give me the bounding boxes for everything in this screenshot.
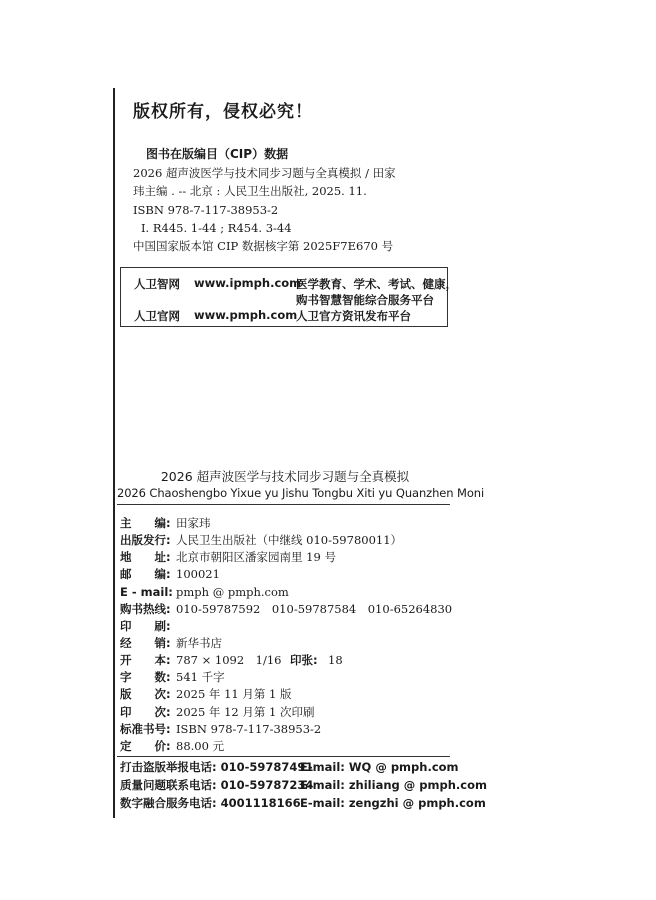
contact-row bbox=[120, 794, 486, 812]
info-value: 787 × 1092 1/16 bbox=[176, 653, 282, 668]
info-label: 印 次: bbox=[120, 704, 171, 719]
info-value: 88.00 元 bbox=[176, 738, 225, 753]
contact-email[interactable]: E-mail: zhiliang @ pmph.com bbox=[300, 778, 487, 792]
website-description: 人卫官方资讯发布平台 bbox=[296, 309, 411, 323]
info-label: 字 数: bbox=[120, 670, 171, 685]
cip-line: ISBN 978-7-117-38953-2 bbox=[133, 202, 279, 217]
info-label: 出版发行: bbox=[120, 533, 171, 548]
cip-line: Ⅰ. R445. 1-44 ; R454. 3-44 bbox=[141, 220, 292, 235]
info-label: 地 址: bbox=[120, 550, 171, 565]
info-value: 2025 年 11 月第 1 版 bbox=[176, 687, 292, 702]
info-label: 经 销: bbox=[120, 635, 171, 650]
cip-title: 图书在版编目（CIP）数据 bbox=[146, 147, 289, 161]
sheets-label: 印张: bbox=[290, 653, 318, 668]
cip-line: 2026 超声波医学与技术同步习题与全真模拟 / 田家 bbox=[133, 166, 396, 180]
divider-top bbox=[117, 504, 450, 505]
info-value: 新华书店 bbox=[176, 635, 222, 650]
copyright-notice: 版权所有，侵权必究！ bbox=[133, 102, 313, 122]
book-title: 2026 超声波医学与技术同步习题与全真模拟 bbox=[160, 469, 410, 484]
info-label: E - mail: bbox=[120, 584, 173, 599]
info-label: 主 编: bbox=[120, 516, 171, 530]
sheets-value: 18 bbox=[328, 653, 343, 668]
info-value: 田家玮 bbox=[176, 516, 211, 530]
website-name: 人卫智网 bbox=[134, 277, 180, 291]
left-vertical-rule bbox=[113, 88, 115, 818]
info-label: 版 次: bbox=[120, 687, 171, 702]
contact-row bbox=[120, 776, 487, 794]
info-value: pmph @ pmph.com bbox=[176, 584, 289, 599]
contact-phone: 质量问题联系电话: 010-59787234 bbox=[120, 778, 314, 792]
websites-box bbox=[120, 267, 457, 327]
divider-bottom bbox=[117, 756, 450, 757]
info-label: 印 刷: bbox=[120, 618, 171, 633]
contact-email[interactable]: E-mail: WQ @ pmph.com bbox=[300, 760, 459, 774]
info-value: ISBN 978-7-117-38953-2 bbox=[176, 721, 322, 736]
cip-line: 玮主编 . -- 北京 : 人民卫生出版社, 2025. 11. bbox=[133, 184, 367, 199]
website-name: 人卫官网 bbox=[134, 309, 180, 323]
contact-row bbox=[120, 758, 459, 776]
info-value: 北京市朝阳区潘家园南里 19 号 bbox=[176, 550, 336, 565]
website-url[interactable]: www.pmph.com bbox=[194, 308, 298, 322]
cip-body bbox=[133, 164, 396, 255]
website-description: 医学教育、学术、考试、健康， bbox=[296, 277, 457, 291]
info-value: 2025 年 12 月第 1 次印刷 bbox=[176, 704, 315, 719]
cip-line: 中国国家版本馆 CIP 数据核字第 2025F7E670 号 bbox=[133, 239, 394, 254]
contact-email[interactable]: E-mail: zengzhi @ pmph.com bbox=[300, 796, 486, 810]
contact-phone: 数字融合服务电话: 4001118166 bbox=[120, 796, 301, 810]
info-value: 541 千字 bbox=[176, 670, 225, 685]
contact-phone: 打击盗版举报电话: 010-59787491 bbox=[120, 760, 314, 774]
website-description: 购书智慧智能综合服务平台 bbox=[296, 293, 434, 307]
info-value: 人民卫生出版社（中继线 010-59780011） bbox=[176, 533, 403, 548]
info-value: 100021 bbox=[176, 567, 220, 582]
info-value: 010-59787592 010-59787584 010-65264830 bbox=[176, 601, 453, 616]
contact-info bbox=[120, 758, 487, 812]
book-title-pinyin: 2026 Chaoshengbo Yixue yu Jishu Tongbu Xiti yu Quanzhen Moni bbox=[117, 486, 485, 500]
info-label: 邮 编: bbox=[120, 567, 171, 582]
info-label: 定 价: bbox=[120, 738, 171, 753]
info-label: 标准书号: bbox=[120, 721, 171, 736]
info-label: 购书热线: bbox=[120, 601, 171, 616]
website-url[interactable]: www.ipmph.com bbox=[194, 276, 302, 290]
info-label: 开 本: bbox=[120, 653, 171, 668]
